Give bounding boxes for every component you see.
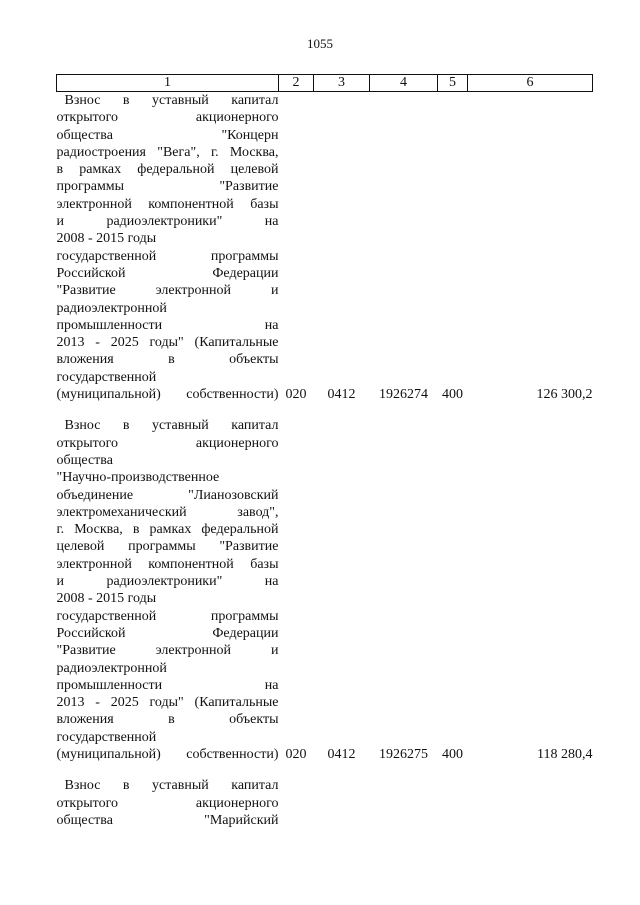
header-col-6: 6 xyxy=(468,75,593,92)
amount-value: 118 280,4 xyxy=(537,746,593,762)
amount-value: 126 300,2 xyxy=(536,387,593,403)
header-col-1: 1 xyxy=(57,75,279,92)
target-article-code: 1926274 xyxy=(379,387,428,403)
chapter-code: 020 xyxy=(285,746,307,762)
description-line: (муниципальной) собственности) xyxy=(56,746,279,762)
description-line: Взнос в уставный капитал xyxy=(64,93,279,108)
expense-type-code: 400 xyxy=(442,387,463,403)
description-line: общества "Марийский xyxy=(56,812,279,828)
section-code: 0412 xyxy=(327,387,356,403)
description-line: государственной программы xyxy=(56,608,279,624)
description-line: и радиоэлектроники" на xyxy=(56,574,279,590)
description-line: радиостроения "Вега", г. Москва, xyxy=(56,144,279,160)
description-line: вложения в объекты xyxy=(56,712,279,728)
description-line: электронной компонентной базы xyxy=(56,196,279,212)
target-article-code: 1926275 xyxy=(379,746,428,762)
table-row xyxy=(57,417,593,763)
description-line: "Научно-производственное xyxy=(56,470,220,486)
expense-type-code xyxy=(438,777,468,829)
description-line: Российской Федерации xyxy=(56,625,279,641)
description-line: "Развитие электронной и xyxy=(56,643,279,659)
description-line: государственной программы xyxy=(56,248,279,264)
description-line: "Развитие электронной и xyxy=(56,283,279,299)
description-line: программы "Развитие xyxy=(56,179,279,195)
description-line: вложения в объекты xyxy=(56,352,279,368)
row-description xyxy=(57,417,279,763)
header-col-2: 2 xyxy=(279,75,314,92)
description-line: Взнос в уставный капитал xyxy=(64,778,279,794)
description-line: электронной компонентной базы xyxy=(56,556,279,572)
row-spacer xyxy=(57,763,593,777)
table-row xyxy=(57,777,593,829)
description-line: 2013 - 2025 годы" (Капитальные xyxy=(56,695,279,711)
description-line: г. Москва, в рамках федеральной xyxy=(56,522,279,538)
description-line: Взнос в уставный капитал xyxy=(64,418,279,434)
description-line: электромеханический завод", xyxy=(56,504,279,520)
description-line: открытого акционерного xyxy=(56,795,279,811)
description-line: радиоэлектронной xyxy=(56,300,167,316)
header-col-5: 5 xyxy=(438,75,468,92)
description-line: объединение "Лианозовский xyxy=(56,487,279,503)
table-row xyxy=(57,92,593,404)
description-line: открытого акционерного xyxy=(56,110,279,126)
description-line: в рамках федеральной целевой xyxy=(56,162,279,178)
row-spacer xyxy=(57,403,593,417)
description-line: открытого акционерного xyxy=(56,435,279,451)
description-line: 2008 - 2015 годы xyxy=(56,231,157,247)
budget-table xyxy=(56,74,593,829)
description-line: 2013 - 2025 годы" (Капитальные xyxy=(56,335,279,351)
header-col-3: 3 xyxy=(314,75,370,92)
expense-type-code: 400 xyxy=(442,746,463,762)
section-code xyxy=(314,777,370,829)
description-line: (муниципальной) собственности) xyxy=(56,387,279,403)
chapter-code: 020 xyxy=(285,387,307,403)
description-line: государственной xyxy=(56,369,157,385)
row-description xyxy=(57,777,279,829)
description-line: и радиоэлектроники" на xyxy=(56,214,279,230)
target-article-code xyxy=(370,777,438,829)
table-header-row xyxy=(57,75,593,92)
section-code: 0412 xyxy=(327,746,356,762)
description-line: 2008 - 2015 годы xyxy=(56,591,157,607)
description-line: государственной xyxy=(56,729,157,745)
row-description xyxy=(57,92,279,404)
description-line: Российской Федерации xyxy=(56,265,279,281)
page-number: 1055 xyxy=(307,36,333,51)
table-body xyxy=(57,92,593,830)
description-line: целевой программы "Развитие xyxy=(56,539,279,555)
description-line: промышленности на xyxy=(56,677,279,693)
description-line: общества "Концерн xyxy=(56,127,279,143)
header-col-4: 4 xyxy=(370,75,438,92)
amount-value xyxy=(468,777,593,829)
chapter-code xyxy=(279,777,314,829)
description-line: общества xyxy=(56,452,113,468)
description-line: радиоэлектронной xyxy=(56,660,167,676)
description-line: промышленности на xyxy=(56,317,279,333)
